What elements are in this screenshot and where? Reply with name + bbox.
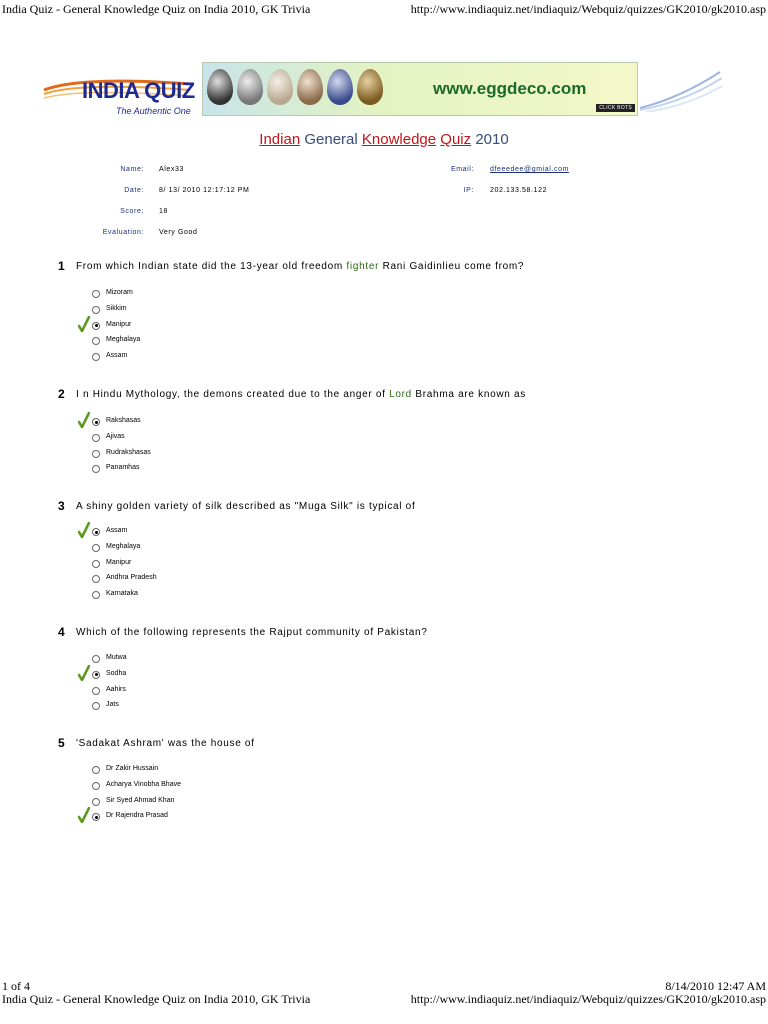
answer-option-label: Assam — [106, 527, 128, 534]
radio-button[interactable] — [92, 560, 100, 568]
radio-button[interactable] — [92, 353, 100, 361]
egg-icon — [207, 69, 233, 105]
answer-option-label: Manipur — [106, 320, 132, 328]
egg-icon — [297, 69, 323, 105]
question-text — [76, 501, 415, 512]
radio-button[interactable] — [92, 591, 100, 599]
answer-option-label: Karnataka — [106, 590, 138, 598]
ip-label: IP: — [463, 187, 474, 194]
radio-button[interactable] — [92, 544, 100, 552]
footer-url: http://www.indiaquiz.net/indiaquiz/Webquiz/quizzes/GK2010/gk2010.asp — [410, 992, 766, 1006]
question-text-part: Brahma are known as — [411, 389, 526, 400]
title-word-general: General — [304, 131, 358, 148]
radio-button[interactable] — [92, 766, 100, 774]
answer-option-label: Jats — [106, 701, 119, 709]
answer-option-label: Ajivas — [106, 432, 125, 440]
ad-click-badge: CLICK BOTS — [596, 104, 635, 112]
date-value: 8/ 13/ 2010 12:17:12 PM — [159, 187, 250, 194]
logo-name: INDIA QUIZ — [82, 78, 195, 103]
print-header-title: India Quiz - General Knowledge Quiz on India 2010, GK Trivia — [2, 2, 311, 16]
ad-url: www.eggdeco.com — [433, 79, 587, 98]
print-header-url: http://www.indiaquiz.net/indiaquiz/Webquiz/quizzes/GK2010/gk2010.asp — [410, 2, 766, 16]
answer-option-label: Meghalaya — [106, 336, 141, 344]
egg-icon — [327, 69, 353, 105]
title-word-knowledge[interactable]: Knowledge — [361, 131, 437, 148]
answer-option-label: Assam — [106, 352, 128, 360]
checkmark-icon — [78, 522, 90, 538]
answer-option-label: Rakshasas — [106, 417, 141, 424]
answer-option-label: Panamhas — [106, 464, 140, 472]
radio-button[interactable] — [92, 434, 100, 442]
question-text-part: I n Hindu Mythology, the demons created due to the anger of — [76, 389, 390, 400]
radio-button[interactable] — [92, 702, 100, 710]
question-text-part: 'Sadakat Ashram' was the house of — [76, 738, 255, 749]
decorated-eggs-image — [207, 65, 383, 113]
page-count: 1 of 4 — [2, 979, 30, 993]
answer-option-label: Sodha — [106, 669, 127, 677]
answer-option-label: Sikkim — [106, 304, 127, 312]
name-label: Name: — [120, 166, 144, 173]
radio-button[interactable] — [92, 798, 100, 806]
logo-tagline: The Authentic One — [116, 106, 191, 116]
question-text — [76, 738, 255, 749]
title-word-year: 2010 — [475, 131, 509, 148]
question-text — [76, 389, 526, 400]
question-number: 5 — [58, 736, 65, 750]
name-value: Alex33 — [159, 166, 185, 173]
question-keyword-link[interactable]: Lord — [389, 389, 412, 400]
radio-button[interactable] — [92, 337, 100, 345]
radio-button[interactable] — [92, 322, 100, 330]
page-title — [0, 131, 768, 148]
question-text — [76, 261, 524, 272]
ip-value: 202.133.58.122 — [490, 187, 548, 194]
radio-button[interactable] — [92, 450, 100, 458]
answer-option-label: Manipur — [106, 558, 132, 566]
eggdeco-ad[interactable] — [202, 62, 638, 116]
checkmark-icon — [78, 807, 90, 823]
radio-button[interactable] — [92, 813, 100, 821]
radio-button[interactable] — [92, 418, 100, 426]
print-datetime: 8/14/2010 12:47 AM — [665, 979, 766, 993]
answer-option-label: Mizoram — [106, 289, 133, 296]
answer-option-label: Mutwa — [106, 654, 127, 661]
checkmark-icon — [78, 412, 90, 428]
answer-option-label: Acharya Vinobha Bhave — [106, 780, 181, 788]
checkmark-icon — [78, 665, 90, 681]
answer-option-label: Sir Syed Ahmad Khan — [106, 796, 175, 804]
question-text-part: Which of the following represents the Rajput community of Pakistan? — [76, 627, 428, 638]
answer-option-label: Dr Zakir Hussain — [106, 765, 159, 772]
score-label: Score: — [120, 208, 144, 215]
egg-icon — [237, 69, 263, 105]
egg-icon — [357, 69, 383, 105]
radio-button[interactable] — [92, 528, 100, 536]
question-text-part: Rani Gaidinlieu come from? — [379, 261, 525, 272]
question-text-part: A shiny golden variety of silk described as "Muga Silk" is typical of — [76, 501, 416, 512]
question-number: 3 — [58, 499, 65, 513]
email-link[interactable]: dfeeedee@gmial.com — [490, 166, 569, 173]
title-word-quiz[interactable]: Quiz — [440, 131, 472, 148]
answer-option-label: Aahirs — [106, 685, 126, 693]
radio-button[interactable] — [92, 782, 100, 790]
radio-button[interactable] — [92, 290, 100, 298]
question-keyword-link[interactable]: fighter — [346, 261, 380, 272]
question-number: 4 — [58, 625, 65, 639]
radio-button[interactable] — [92, 306, 100, 314]
radio-button[interactable] — [92, 575, 100, 583]
banner-swoosh-icon — [640, 68, 722, 112]
banner — [40, 62, 722, 118]
radio-button[interactable] — [92, 671, 100, 679]
score-value: 18 — [159, 208, 168, 215]
radio-button[interactable] — [92, 465, 100, 473]
evaluation-label: Evaluation: — [102, 229, 144, 236]
evaluation-value: Very Good — [159, 229, 198, 236]
title-word-indian[interactable]: Indian — [259, 131, 301, 148]
checkmark-icon — [78, 316, 90, 332]
answer-option-label: Dr Rajendra Prasad — [106, 812, 168, 820]
india-quiz-logo[interactable] — [40, 62, 200, 118]
radio-button[interactable] — [92, 655, 100, 663]
answer-option-label: Rudrakshasas — [106, 448, 151, 456]
footer-title: India Quiz - General Knowledge Quiz on India 2010, GK Trivia — [2, 992, 311, 1006]
egg-icon — [267, 69, 293, 105]
email-label: Email: — [450, 166, 474, 173]
radio-button[interactable] — [92, 687, 100, 695]
question-text-part: From which Indian state did the 13-year old freedom — [76, 261, 347, 272]
answer-option-label: Meghalaya — [106, 542, 141, 550]
date-label: Date: — [124, 187, 144, 194]
question-number: 2 — [58, 387, 65, 401]
question-number: 1 — [58, 259, 65, 273]
question-text — [76, 627, 428, 638]
answer-option-label: Andhra Pradesh — [106, 574, 157, 582]
